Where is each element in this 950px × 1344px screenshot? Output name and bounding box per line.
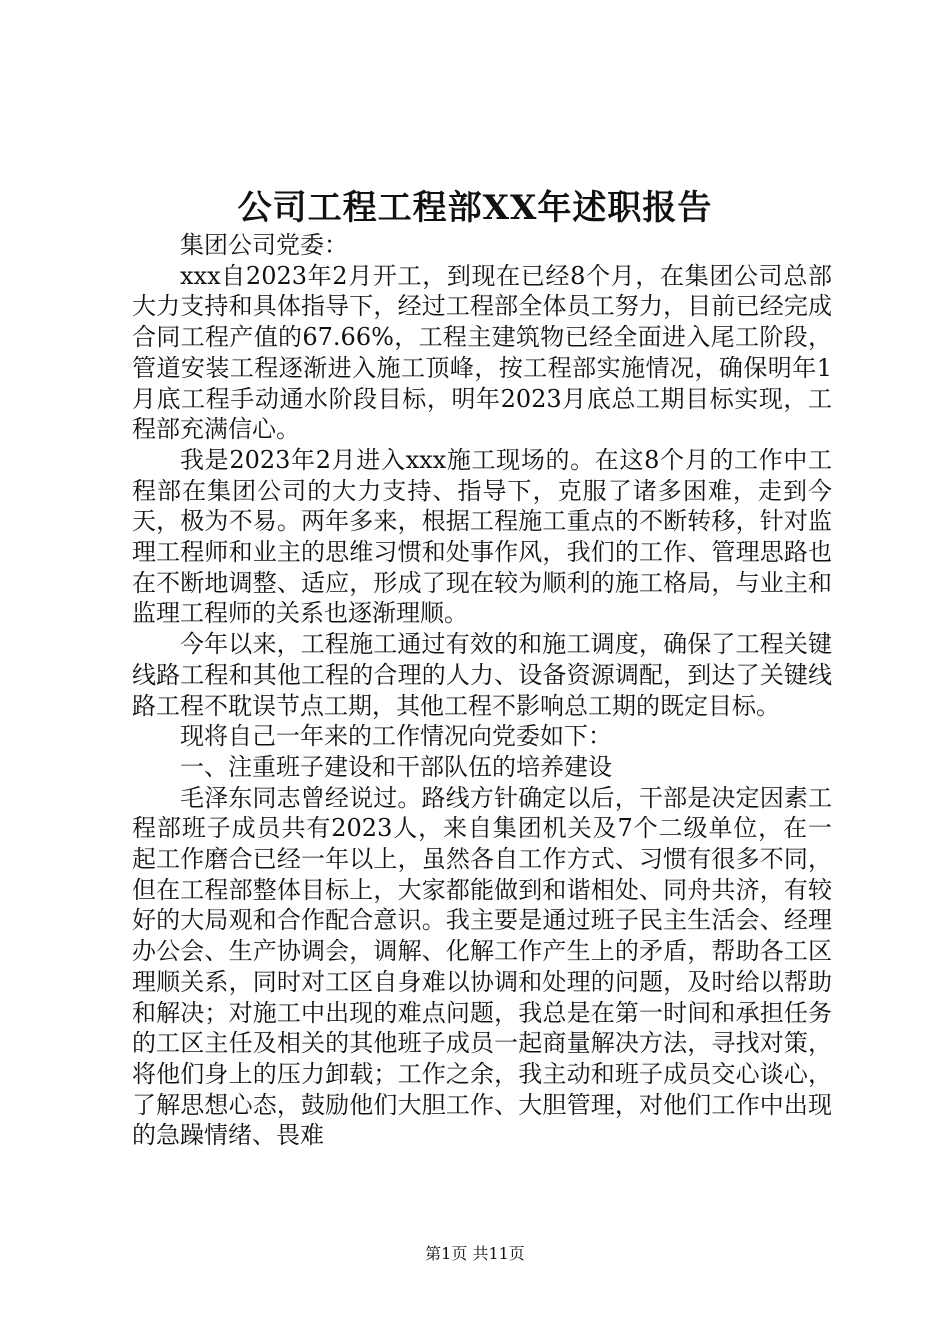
- salutation-paragraph: 集团公司党委：: [180, 231, 348, 259]
- body-paragraph: xxx自2023年2月开工，到现在已经8个月，在集团公司总部大力支持和具体指导下，经过工程部全体员工努力，目前已经完成合同工程产值的67.66%，工程主建筑物已经全面进入尾工阶段，管道安装工程逐渐进入施工顶峰，按工程部实施情况，确保明年1月底工程手动通水阶段目标，明年2023月底总工期目标实现，工程部充满信心。: [132, 261, 832, 444]
- body-paragraph: 今年以来，工程施工通过有效的和施工调度，确保了工程关键线路工程和其他工程的合理的人力、设备资源调配，到达了关键线路工程不耽误节点工期，其他工程不影响总工期的既定目标。: [132, 630, 832, 720]
- document-body: [132, 230, 832, 1151]
- body-paragraph: 毛泽东同志曾经说过。路线方针确定以后，干部是决定因素工程部班子成员共有2023人，来自集团机关及7个二级单位，在一起工作磨合已经一年以上，虽然各自工作方式、习惯有很多不同，但在工程部整体目标上，大家都能做到和谐相处、同舟共济，有较好的大局观和合作配合意识。我主要是通过班子民主生活会、经理办公会、生产协调会，调解、化解工作产生上的矛盾，帮助各工区理顺关系，同时对工区自身难以协调和处理的问题，及时给以帮助和解决；对施工中出现的难点问题，我总是在第一时间和承担任务的工区主任及相关的其他班子成员一起商量解决方法，寻找对策，将他们身上的压力卸载；工作之余，我主动和班子成员交心谈心，了解思想心态，鼓励他们大胆工作、大胆管理，对他们工作中出现的急躁情绪、畏难: [132, 783, 832, 1150]
- section-heading: 一、注重班子建设和干部队伍的培养建设: [180, 752, 612, 781]
- page-footer: 第1页 共11页: [425, 1244, 525, 1263]
- document-title: 公司工程工程部XX年述职报告: [237, 188, 713, 228]
- body-paragraph: 现将自己一年来的工作情况向党委如下：: [180, 722, 612, 751]
- body-paragraph: 我是2023年2月进入xxx施工现场的。在这8个月的工作中工程部在集团公司的大力支持、指导下，克服了诸多困难，走到今天，极为不易。两年多来，根据工程施工重点的不断转移，针对监理工程师和业主的思维习惯和处事作风，我们的工作、管理思路也在不断地调整、适应，形成了现在较为顺利的施工格局，与业主和监理工程师的关系也逐渐理顺。: [132, 445, 832, 628]
